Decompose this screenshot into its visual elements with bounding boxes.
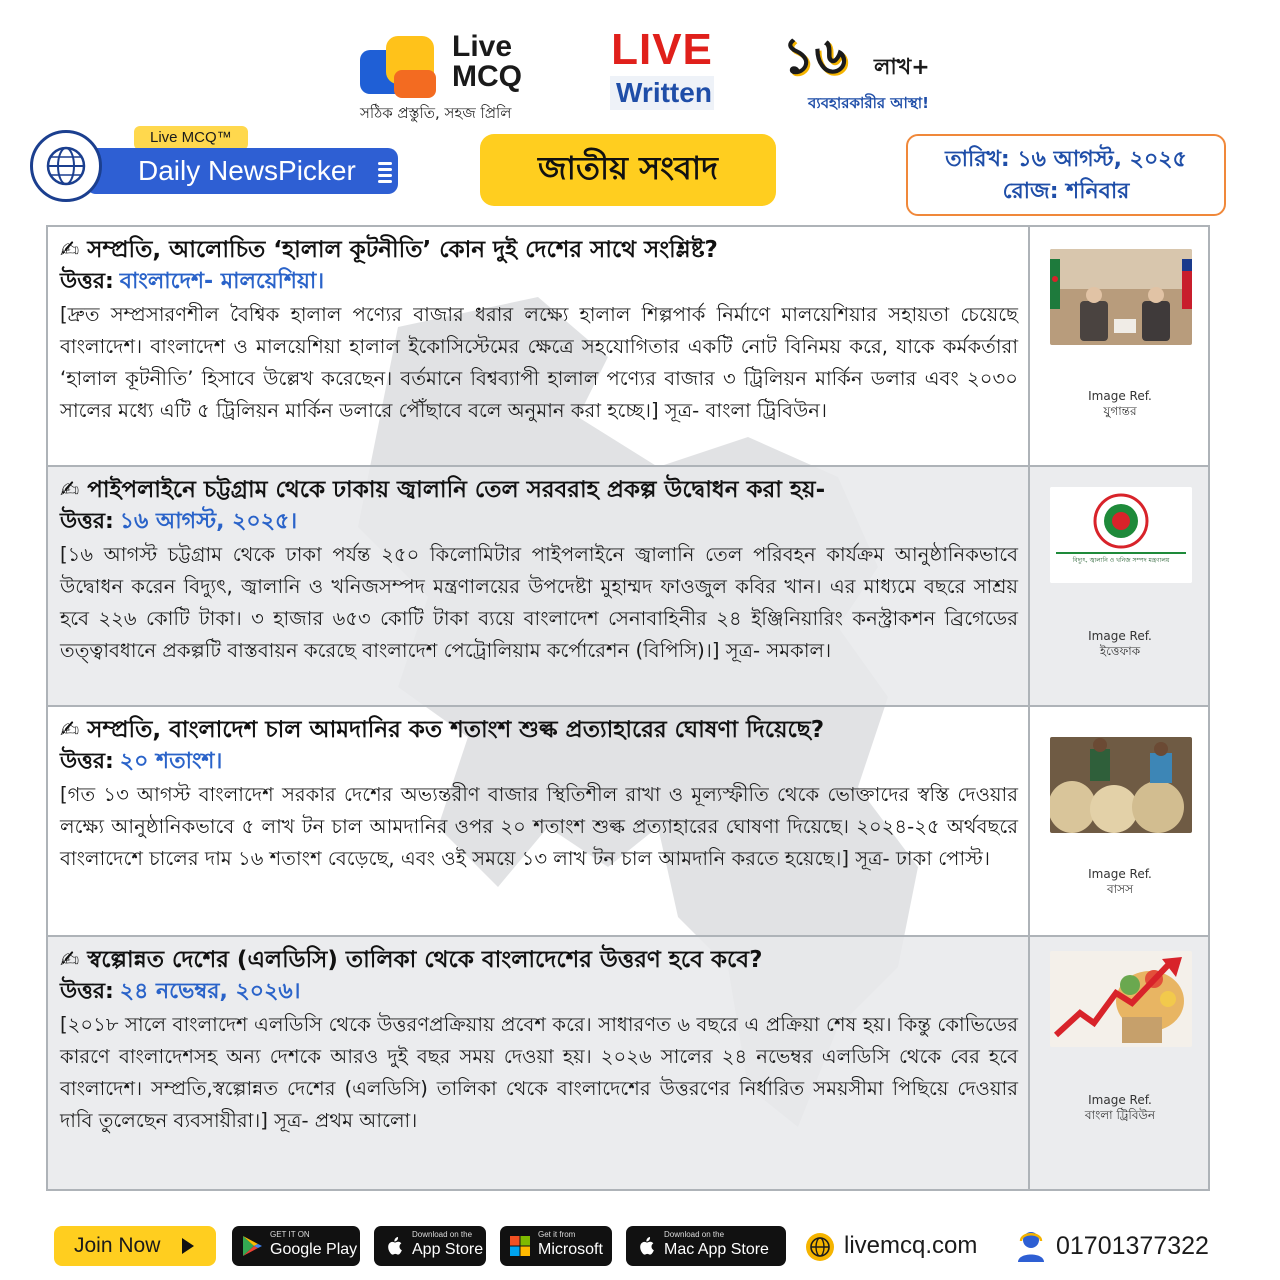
footer xyxy=(0,1222,1280,1270)
livemcq-logo-icon xyxy=(360,34,440,100)
brand-bar xyxy=(0,22,1280,122)
join-now-label: Join Now xyxy=(74,1234,161,1257)
news-table xyxy=(46,225,1210,1191)
microsoft-store-button[interactable] xyxy=(500,1226,612,1266)
store-name: App Store xyxy=(412,1241,484,1258)
image-ref-source: বাসস xyxy=(1106,882,1133,896)
store-small-text: Get it from xyxy=(538,1230,576,1239)
news-image-cell xyxy=(1032,227,1208,465)
news-text-cell xyxy=(48,707,1030,935)
news-item xyxy=(48,707,1208,937)
google-play-icon xyxy=(240,1234,264,1258)
newspicker-bar xyxy=(86,148,398,194)
apple-icon xyxy=(382,1234,406,1258)
news-globe-icon xyxy=(30,130,102,202)
livemcq-tagline: সঠিক প্রস্তুতি, সহজ প্রিলি xyxy=(360,104,512,122)
news-image-cell xyxy=(1032,937,1208,1189)
live-label: LIVE xyxy=(611,25,713,74)
news-question: ✍ সম্প্রতি, বাংলাদেশ চাল আমদানির কত শতাংশ শুল্ক প্রত্যাহারের ঘোষণা দিয়েছে? xyxy=(60,713,1018,747)
users-trust: ব্যবহারকারীর আস্থা! xyxy=(808,94,930,112)
news-description: [গত ১৩ আগস্ট বাংলাদেশ সরকার দেশের অভ্যন্তরীণ বাজার স্থিতিশীল রাখা ও মূল্যস্ফীতি থেকে ভোক্তাদের স্বস্তি দেওয়ার লক্ষ্যে আনুষ্ঠানিকভাবে ৫ লাখ টন চাল আমদানির ওপর ২০ শতাংশ শুল্ক প্রত্যাহারের ঘোষণা দিয়েছে। ২০২৪-২৫ অর্থবছরে বাংলাদেশে চালের দাম ১৬ শতাংশ বেড়েছে, এবং ওই সময়ে ১৩ লাখ টন চাল আমদানি করতে হয়েছে।] সূত্র- ঢাকা পোস্ট। xyxy=(60,783,1018,870)
website-link[interactable] xyxy=(806,1230,977,1262)
news-text-cell xyxy=(48,937,1030,1189)
seal-caption: বিদ্যুৎ, জ্বালানি ও খনিজ সম্পদ মন্ত্রণালয় xyxy=(1072,557,1170,564)
globe-icon xyxy=(806,1233,834,1261)
news-question: ✍ স্বল্পোন্নত দেশের (এলডিসি) তালিকা থেকে বাংলাদেশের উত্তরণ হবে কবে? xyxy=(60,943,1018,977)
image-ref-source: ইত্তেফাক xyxy=(1099,644,1141,658)
news-text-cell xyxy=(48,227,1030,465)
phone-text: 01701377322 xyxy=(1056,1232,1209,1260)
writing-hand-icon: ✍ xyxy=(60,237,80,263)
livemcq-badge: Live MCQ™ xyxy=(134,126,248,150)
google-play-button[interactable] xyxy=(232,1226,360,1266)
store-name: Mac App Store xyxy=(664,1241,769,1258)
store-small-text: GET IT ON xyxy=(270,1230,310,1239)
news-question: ✍ পাইপলাইনে চট্টগ্রাম থেকে ঢাকায় জ্বালানি তেল সরবরাহ প্রকল্প উদ্বোধন করা হয়- xyxy=(60,473,1018,507)
store-small-text: Download on the xyxy=(412,1230,473,1239)
livemcq-logo[interactable] xyxy=(356,30,556,122)
news-answer: উত্তর: ১৬ আগস্ট, ২০২৫। xyxy=(60,509,298,534)
image-ref-label: Image Ref. xyxy=(1088,389,1152,403)
image-ref-source: বাংলা ট্রিবিউন xyxy=(1084,1108,1156,1122)
daily-newspicker-logo xyxy=(30,126,400,206)
news-image-cell xyxy=(1032,467,1208,705)
newspicker-title: Daily NewsPicker xyxy=(138,155,356,186)
join-now-button[interactable] xyxy=(54,1226,216,1266)
date-text: তারিখ: ১৬ আগস্ট, ২০২৫ xyxy=(945,147,1187,172)
news-item xyxy=(48,227,1208,467)
livemcq-name: Live MCQ xyxy=(452,30,522,93)
support-person-icon xyxy=(1016,1230,1046,1262)
mac-app-store-button[interactable] xyxy=(626,1226,786,1266)
app-store-button[interactable] xyxy=(374,1226,486,1266)
play-arrow-icon xyxy=(182,1238,194,1254)
website-text: livemcq.com xyxy=(844,1232,978,1259)
image-ref-label: Image Ref. xyxy=(1088,867,1152,881)
government-seal-icon xyxy=(1050,487,1192,583)
store-name: Microsoft xyxy=(538,1241,603,1258)
phone-link[interactable] xyxy=(1016,1230,1209,1262)
menu-lines-icon xyxy=(378,162,392,186)
day-text: রোজ: শনিবার xyxy=(1002,179,1130,204)
meeting-photo-icon xyxy=(1050,249,1192,345)
growth-chart-icon xyxy=(1050,951,1192,1047)
writing-hand-icon: ✍ xyxy=(60,717,80,743)
news-answer: উত্তর: ২০ শতাংশ। xyxy=(60,749,223,774)
news-answer: উত্তর: ২৪ নভেম্বর, ২০২৬। xyxy=(60,979,301,1004)
news-description: [২০১৮ সালে বাংলাদেশ এলডিসি থেকে উত্তরণপ্রক্রিয়ায় প্রবেশ করে। সাধারণত ৬ বছরে এ প্রক্রিয়া শেষ হয়। কিন্তু কোভিডের কারণে বাংলাদেশসহ অন্য দেশকে আরও দুই বছর সময় দেওয়া হয়। ২০২৬ সালের ২৪ নভেম্বর এলডিসি থেকে বের হবে বাংলাদেশ। সম্প্রতি,স্বল্পোন্নত দেশের (এলডিসি) তালিকা থেকে বাংলাদেশের উত্তরণের নির্ধারিত সময়সীমা পিছিয়ে দেওয়ার দাবি তুলেছেন ব্যবসায়ীরা।] সূত্র- প্রথম আলো। xyxy=(60,1013,1018,1132)
writing-hand-icon: ✍ xyxy=(60,947,80,973)
live-written-logo[interactable] xyxy=(610,26,714,118)
users-suffix: লাখ+ xyxy=(874,55,930,80)
image-ref-label: Image Ref. xyxy=(1088,629,1152,643)
news-question: ✍ সম্প্রতি, আলোচিত ‘হালাল কূটনীতি’ কোন দুই দেশের সাথে সংশ্লিষ্ট? xyxy=(60,233,1018,267)
news-item xyxy=(48,937,1208,1189)
written-label: Written xyxy=(610,76,714,110)
date-box xyxy=(906,134,1226,216)
store-name: Google Play xyxy=(270,1241,358,1258)
section-title: জাতীয় সংবাদ xyxy=(480,134,776,206)
news-text-cell xyxy=(48,467,1030,705)
writing-hand-icon: ✍ xyxy=(60,477,80,503)
news-image-cell xyxy=(1032,707,1208,935)
image-ref-label: Image Ref. xyxy=(1088,1093,1152,1107)
store-small-text: Download on the xyxy=(664,1230,725,1239)
news-answer: উত্তর: বাংলাদেশ- মালয়েশিয়া। xyxy=(60,269,325,294)
rice-sacks-photo-icon xyxy=(1050,737,1192,833)
users-count: ১৬ xyxy=(782,27,847,85)
image-ref-source: যুগান্তর xyxy=(1103,404,1137,418)
windows-icon xyxy=(508,1234,532,1258)
news-description: [১৬ আগস্ট চট্টগ্রাম থেকে ঢাকা পর্যন্ত ২৫০ কিলোমিটার পাইপলাইনে জ্বালানি তেল পরিবহন কার্যক্রম আনুষ্ঠানিকভাবে উদ্বোধন করেন বিদ্যুৎ, জ্বালানি ও খনিজসম্পদ মন্ত্রণালয়ের উপদেষ্টা মুহাম্মদ ফাওজুল কবির খান। এর মাধ্যমে বছরে সাশ্রয় হবে ২২৬ কোটি টাকা। ৩ হাজার ৬৫৩ কোটি টাকা ব্যয়ে বাংলাদেশ সেনাবাহিনীর ২৪ ইঞ্জিনিয়ারিং কনস্ট্রাকশন ব্রিগেডের তত্ত্বাবধানে প্রকল্পটি বাস্তবায়ন করেছে বাংলাদেশ পেট্রোলিয়াম কর্পোরেশন (বিপিসি)।] সূত্র- সমকাল। xyxy=(60,543,1018,662)
users-badge xyxy=(782,28,972,120)
news-description: [দ্রুত সম্প্রসারণশীল বৈশ্বিক হালাল পণ্যের বাজার ধরার লক্ষ্যে হালাল শিল্পপার্ক নির্মাণে মালয়েশিয়ার সহায়তা চেয়েছে বাংলাদেশ। বাংলাদেশ ও মালয়েশিয়া হালাল ইকোসিস্টেমের ক্ষেত্রে সহযোগিতার একটি নোট বিনিময় করে, যাকে কর্মকর্তারা ‘হালাল কূটনীতি’ হিসাবে উল্লেখ করেছেন। বর্তমানে বিশ্বব্যাপী হালাল পণ্যের বাজার ৩ ট্রিলিয়ন মার্কিন ডলার এবং ২০৩০ সালের মধ্যে এটি ৫ ট্রিলিয়ন মার্কিন ডলারে পৌঁছাবে বলে অনুমান করা হচ্ছে।] সূত্র- বাংলা ট্রিবিউন। xyxy=(60,303,1018,422)
apple-icon xyxy=(634,1234,658,1258)
news-item xyxy=(48,467,1208,707)
